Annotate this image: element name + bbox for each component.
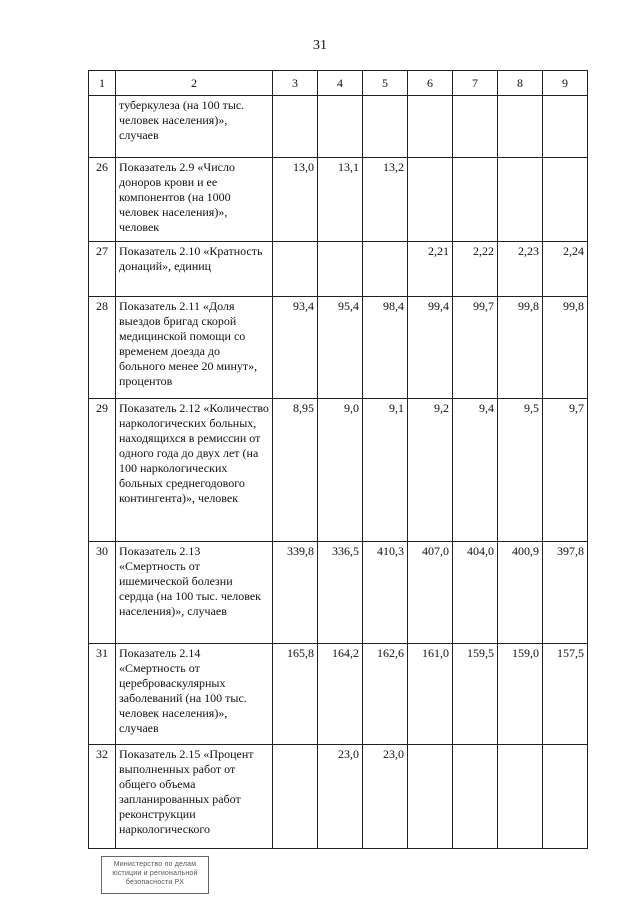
- indicator-value: 99,4: [408, 297, 453, 399]
- stamp-line: юстиции и региональной: [112, 870, 198, 877]
- indicator-value: [273, 96, 318, 158]
- table-header-row: [89, 71, 588, 96]
- row-number: 29: [89, 399, 116, 542]
- indicator-description: Показатель 2.12 «Количество наркологических больных, находящихся в ремиссии от одного года до двух лет (на 100 наркологических больных среднегодового контингента)», человек: [116, 399, 273, 542]
- indicator-value: [408, 745, 453, 849]
- indicator-value: [318, 96, 363, 158]
- indicator-value: [273, 745, 318, 849]
- indicator-value: [363, 96, 408, 158]
- indicator-value: 93,4: [273, 297, 318, 399]
- stamp-line: Министерство по делам: [113, 861, 197, 868]
- indicator-value: 13,2: [363, 158, 408, 242]
- indicator-value: 164,2: [318, 644, 363, 745]
- indicator-description: Показатель 2.14 «Смертность от цереброваскулярных заболеваний (на 100 тыс. человек населения)», случаев: [116, 644, 273, 745]
- table-row: [89, 745, 588, 849]
- indicator-value: 99,8: [543, 297, 588, 399]
- indicator-value: [498, 158, 543, 242]
- table-row: [89, 297, 588, 399]
- indicator-value: 336,5: [318, 542, 363, 644]
- indicator-value: [543, 158, 588, 242]
- indicator-value: 98,4: [363, 297, 408, 399]
- indicator-value: 162,6: [363, 644, 408, 745]
- indicator-value: 9,5: [498, 399, 543, 542]
- indicator-value: 165,8: [273, 644, 318, 745]
- indicator-value: 13,1: [318, 158, 363, 242]
- indicator-value: 400,9: [498, 542, 543, 644]
- indicator-value: [453, 158, 498, 242]
- indicator-value: 13,0: [273, 158, 318, 242]
- column-header: 1: [89, 71, 116, 96]
- indicator-value: [543, 745, 588, 849]
- row-number: 28: [89, 297, 116, 399]
- table-row: [89, 399, 588, 542]
- indicator-value: 161,0: [408, 644, 453, 745]
- table-row: [89, 96, 588, 158]
- indicator-description: Показатель 2.11 «Доля выездов бригад скорой медицинской помощи со временем доезда до больного менее 20 минут», процентов: [116, 297, 273, 399]
- indicator-value: 8,95: [273, 399, 318, 542]
- indicator-value: 2,21: [408, 242, 453, 297]
- indicator-description: Показатель 2.9 «Число доноров крови и ее компонентов (на 1000 человек населения)», человек: [116, 158, 273, 242]
- stamp-line: безопасности РХ: [125, 879, 185, 886]
- indicator-value: [453, 96, 498, 158]
- table-row: [89, 644, 588, 745]
- row-number: 27: [89, 242, 116, 297]
- indicator-description: Показатель 2.15 «Процент выполненных работ от общего объема запланированных работ реконструкции наркологического: [116, 745, 273, 849]
- indicator-value: [453, 745, 498, 849]
- indicator-value: [408, 158, 453, 242]
- column-header: 6: [408, 71, 453, 96]
- table-body: [89, 96, 588, 849]
- column-header: 5: [363, 71, 408, 96]
- indicator-value: 2,24: [543, 242, 588, 297]
- indicator-value: 2,23: [498, 242, 543, 297]
- indicator-value: 95,4: [318, 297, 363, 399]
- indicator-description: Показатель 2.13 «Смертность от ишемической болезни сердца (на 100 тыс. человек населения)», случаев: [116, 542, 273, 644]
- indicator-value: 407,0: [408, 542, 453, 644]
- indicator-value: 2,22: [453, 242, 498, 297]
- indicator-value: [408, 96, 453, 158]
- indicator-value: 410,3: [363, 542, 408, 644]
- indicator-value: 339,8: [273, 542, 318, 644]
- indicator-value: 159,5: [453, 644, 498, 745]
- indicator-description: Показатель 2.10 «Кратность донаций», единиц: [116, 242, 273, 297]
- indicator-value: 159,0: [498, 644, 543, 745]
- column-header: 8: [498, 71, 543, 96]
- indicator-value: [543, 96, 588, 158]
- indicator-value: [363, 242, 408, 297]
- indicator-value: 23,0: [318, 745, 363, 849]
- indicator-value: 9,0: [318, 399, 363, 542]
- indicator-value: 9,7: [543, 399, 588, 542]
- row-number: 26: [89, 158, 116, 242]
- indicator-value: [498, 96, 543, 158]
- indicator-value: [273, 242, 318, 297]
- indicator-value: [498, 745, 543, 849]
- column-header: 2: [116, 71, 273, 96]
- indicator-value: 23,0: [363, 745, 408, 849]
- indicator-value: 9,1: [363, 399, 408, 542]
- column-header: 9: [543, 71, 588, 96]
- indicator-value: 99,8: [498, 297, 543, 399]
- table-row: [89, 242, 588, 297]
- column-header: 4: [318, 71, 363, 96]
- page-number: 31: [313, 38, 327, 53]
- indicator-value: 157,5: [543, 644, 588, 745]
- indicator-table: [88, 70, 588, 849]
- row-number: 30: [89, 542, 116, 644]
- column-header: 3: [273, 71, 318, 96]
- registration-stamp: [101, 856, 209, 894]
- indicator-value: 397,8: [543, 542, 588, 644]
- indicator-value: 99,7: [453, 297, 498, 399]
- row-number: 31: [89, 644, 116, 745]
- indicator-value: 404,0: [453, 542, 498, 644]
- row-number: 32: [89, 745, 116, 849]
- column-header: 7: [453, 71, 498, 96]
- indicator-value: [318, 242, 363, 297]
- indicator-value: 9,4: [453, 399, 498, 542]
- indicator-value: 9,2: [408, 399, 453, 542]
- indicator-description: туберкулеза (на 100 тыс. человек населения)», случаев: [116, 96, 273, 158]
- table-row: [89, 542, 588, 644]
- row-number: [89, 96, 116, 158]
- table-row: [89, 158, 588, 242]
